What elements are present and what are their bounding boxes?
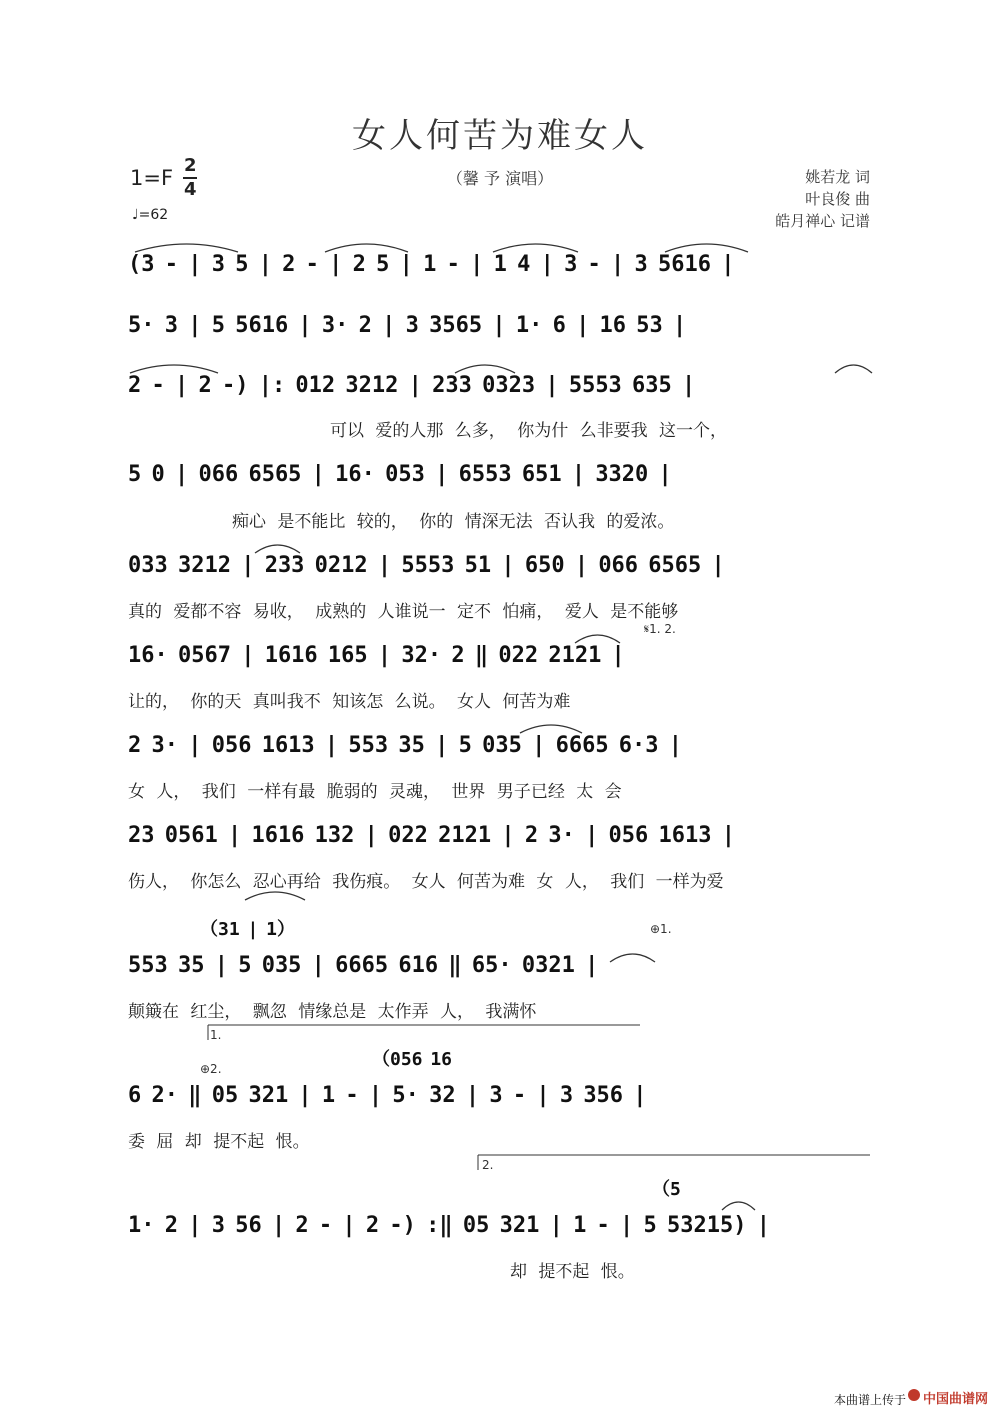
footer-upload-text: 本曲谱上传于 [833, 1393, 906, 1407]
tie-slur [135, 244, 238, 252]
lyricist-credit: 姚若龙 词 [805, 168, 870, 186]
coda-marker-2: ⊕2. [200, 1062, 222, 1076]
staff-notes: (3 - | 3 5 | 2 - | 2 5 | 1 - | 1 4 | 3 - | 3 5616 | [128, 252, 735, 277]
tie-slur [245, 892, 305, 900]
volta-2-label: 2. [482, 1158, 494, 1172]
tempo-marking: ♩=62 [132, 207, 169, 223]
lyric-line: 让的， 你的天 真叫我不 知该怎 么说。 女人 何苦为难 [128, 692, 571, 712]
coda-marker-1: ⊕1. [650, 922, 672, 936]
staff-notes: 5· 3 | 5 5616 | 3· 2 | 3 3565 | 1· 6 | 16 53 | [128, 313, 687, 338]
lyric-line: 颠簸在 红尘， 飘忽 情缘总是 太作弄 人， 我满怀 [128, 1002, 537, 1022]
lyric-line: 伤人， 你怎么 忍心再给 我伤痕。 女人 何苦为难 女 人， 我们 一样为爱 [128, 872, 724, 892]
tie-slur [835, 365, 872, 373]
page-title: 女人何苦为难女人 [352, 116, 648, 156]
staff-notes: 5 0 | 066 6565 | 16· 053 | 6553 651 | 3320 | [128, 462, 672, 487]
tie-slur [455, 365, 515, 373]
lyric-line: 可以 爱的人那 么多， 你为什 么非要我 这一个， [330, 421, 728, 441]
lyric-line: 女 人， 我们 一样有最 脆弱的 灵魂， 世界 男子已经 太 会 [128, 782, 622, 802]
tie-slur [520, 725, 582, 733]
footer-site-name: 中国曲谱网 [922, 1392, 988, 1407]
time-signature-bottom: 4 [184, 179, 197, 200]
composer-credit: 叶良俊 曲 [805, 190, 870, 208]
accompaniment-notes: （5 [652, 1179, 681, 1200]
tie-slur [722, 1202, 755, 1210]
lyric-line: 痴心 是不能比 较的， 你的 情深无法 否认我 的爱浓。 [232, 512, 675, 532]
staff-notes: 6 2· ‖ 05 321 | 1 - | 5· 32 | 3 - | 3 356 | [128, 1083, 647, 1108]
lyric-line: 却 提不起 恨。 [510, 1262, 635, 1282]
staff-notes: 033 3212 | 233 0212 | 5553 51 | 650 | 066 6565 | [128, 553, 725, 578]
tie-slur [255, 545, 300, 553]
segno-marker: 𝄋1. 2. [644, 622, 676, 636]
tie-slur [493, 244, 578, 252]
site-logo-icon [908, 1389, 920, 1401]
volta-1-label: 1. [210, 1028, 222, 1042]
time-signature-top: 2 [184, 155, 197, 176]
tie-slur [575, 635, 620, 643]
lyric-line: 委 屈 却 提不起 恨。 [128, 1132, 310, 1152]
singer-credit: （馨 予 演唱） [446, 169, 554, 188]
tie-slur [325, 244, 408, 252]
key-signature: 1=F [130, 166, 174, 190]
lyric-line: 真的 爱都不容 易收， 成熟的 人谁说一 定不 怕痛， 爱人 是不能够 [128, 602, 679, 622]
transcriber-credit: 皓月禅心 记谱 [775, 212, 870, 230]
tie-slur [130, 365, 218, 373]
staff-notes: 2 3· | 056 1613 | 553 35 | 5 035 | 6665 6·3 | [128, 733, 683, 758]
staff-notes: 553 35 | 5 035 | 6665 616 ‖ 65· 0321 | [128, 953, 599, 978]
staff-notes: 23 0561 | 1616 132 | 022 2121 | 2 3· | 056 1613 | [128, 823, 736, 848]
accompaniment-notes: （056 16 [372, 1049, 453, 1070]
tie-slur [665, 244, 748, 252]
accompaniment-notes: （31 | 1） [200, 919, 296, 940]
tie-slur [610, 954, 655, 962]
staff-notes: 1· 2 | 3 56 | 2 - | 2 -) :‖ 05 321 | 1 - | 5 53215) | [128, 1213, 770, 1238]
staff-notes: 16· 0567 | 1616 165 | 32· 2 ‖ 022 2121 | [128, 643, 625, 668]
staff-notes: 2 - | 2 -) |: 012 3212 | 233 0323 | 5553 635 | [128, 373, 696, 398]
